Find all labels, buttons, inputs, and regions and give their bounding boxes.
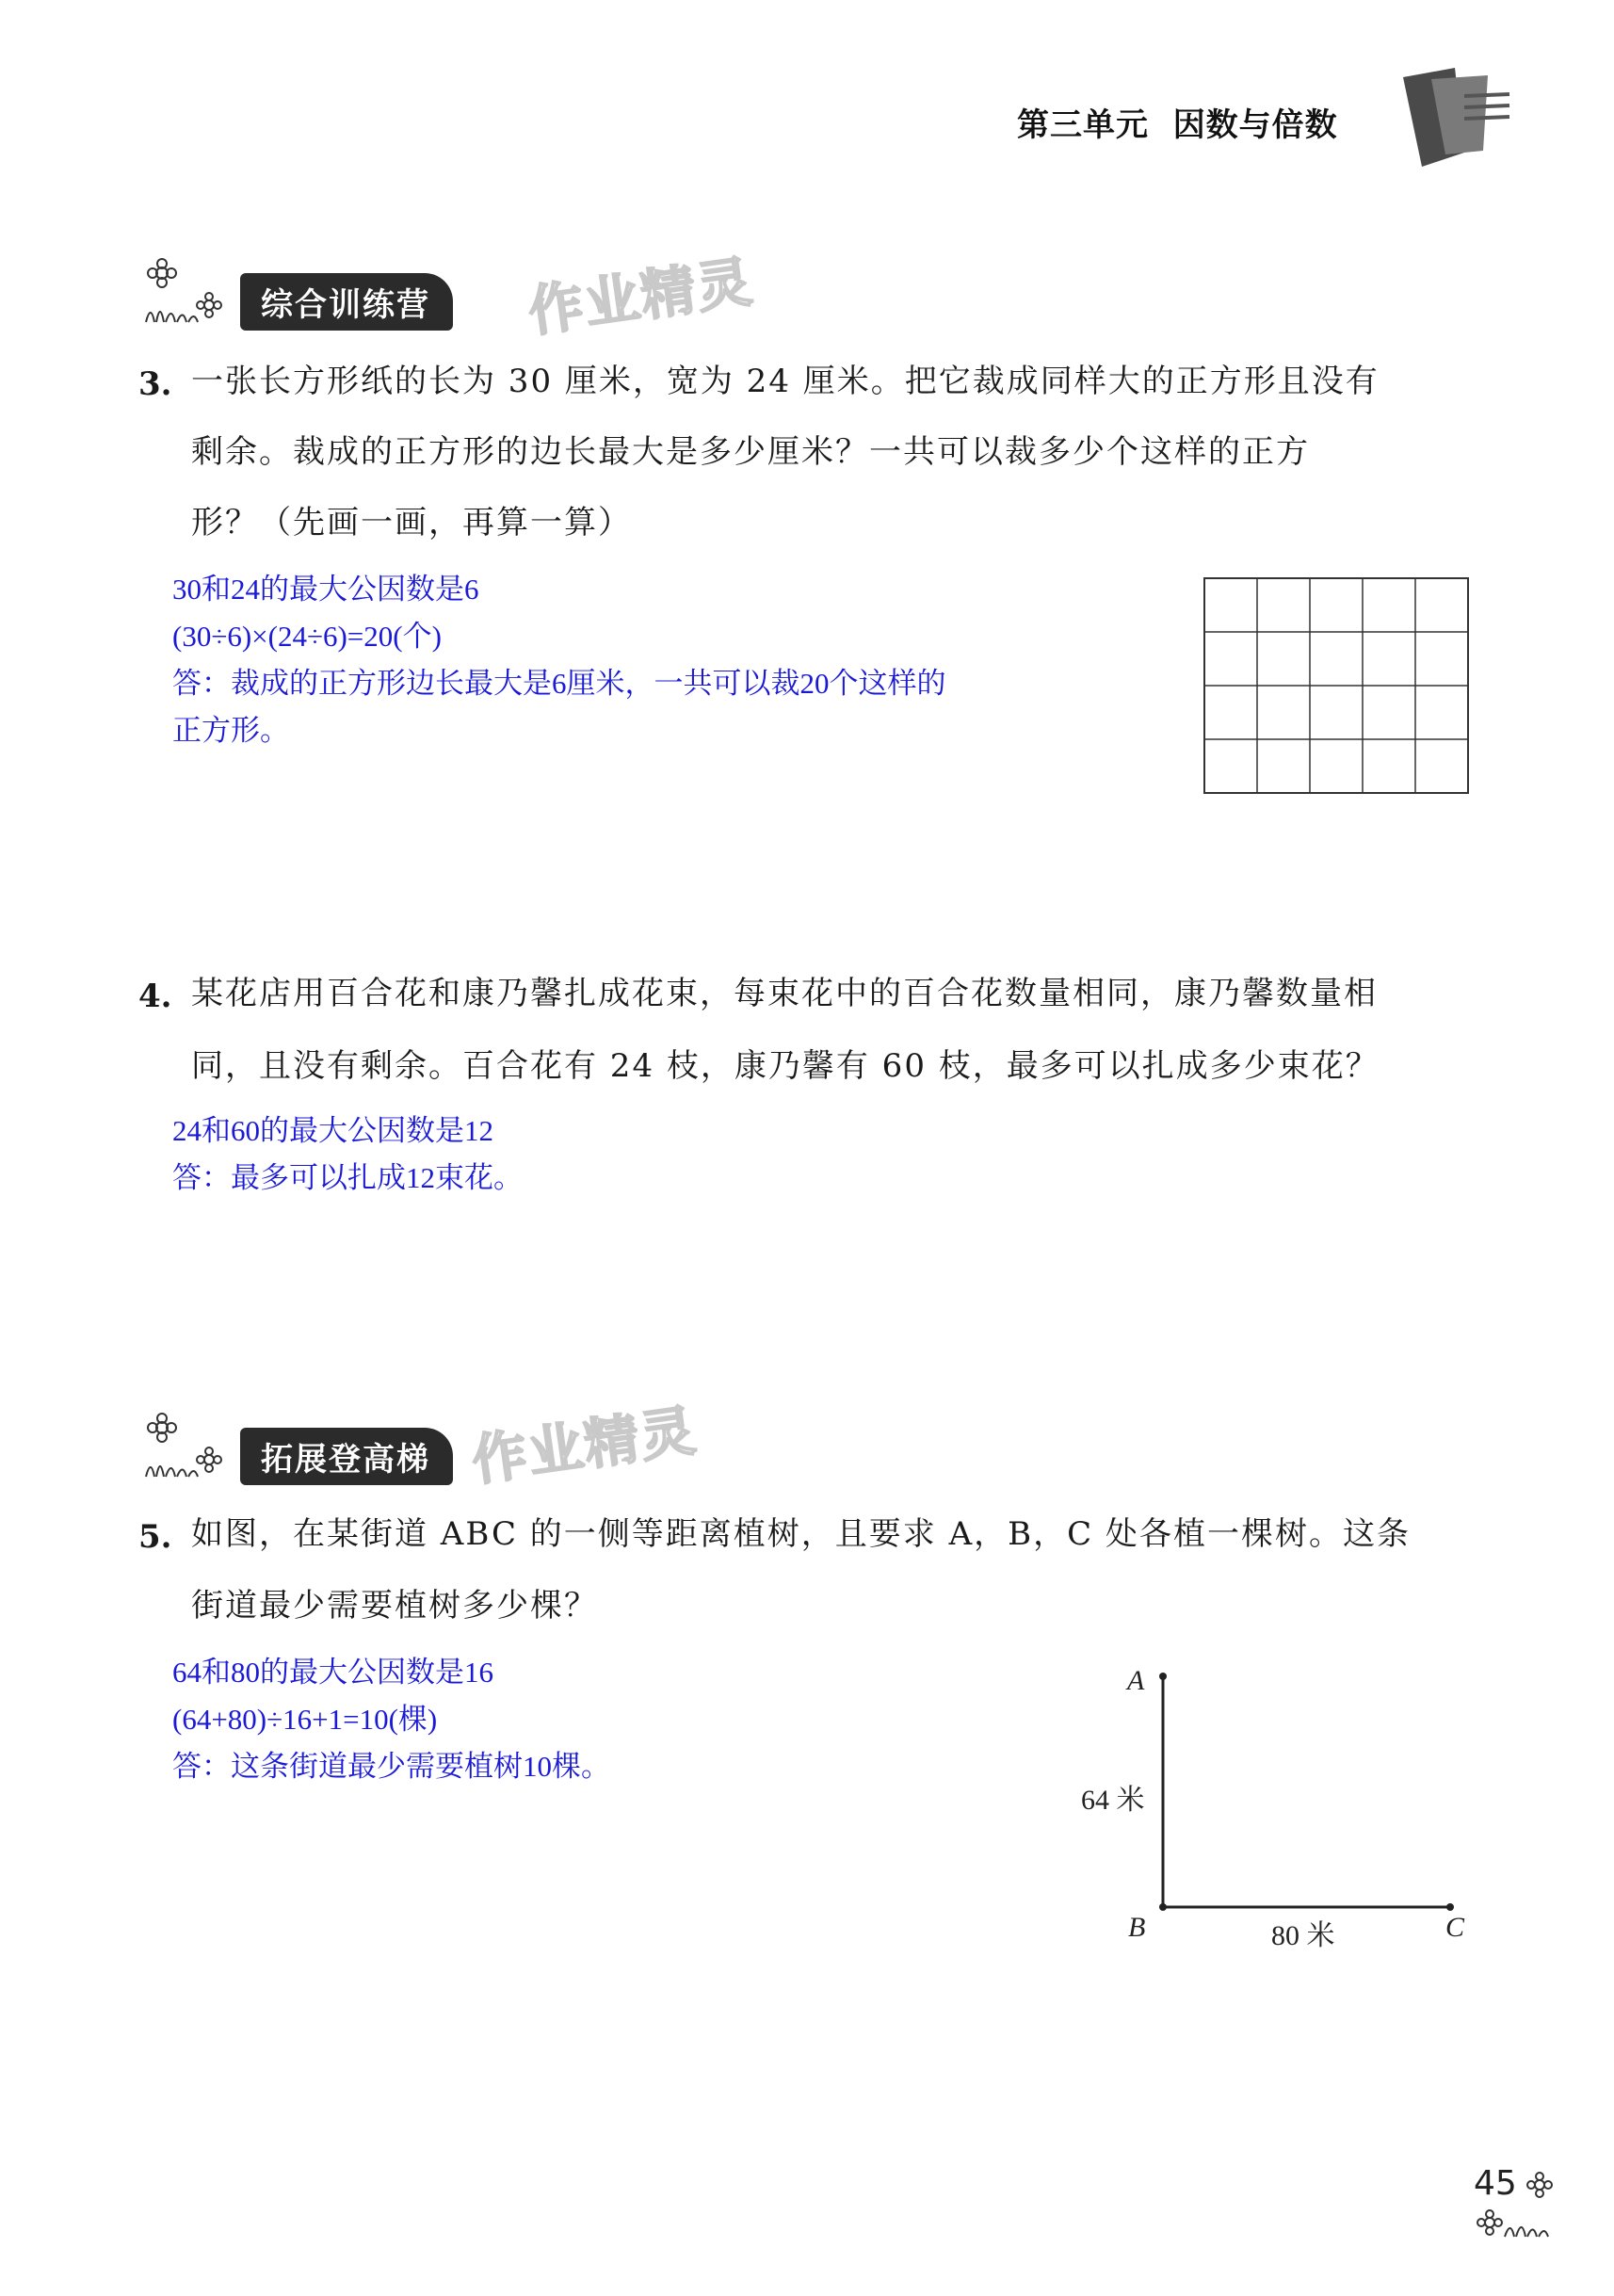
label-ab-length: 64 米: [1081, 1785, 1145, 1816]
unit-label: 第三单元: [1017, 106, 1149, 144]
page-number: 45: [1474, 2164, 1517, 2203]
q4-line-1: 某花店用百合花和康乃馨扎成花束，每束花中的百合花数量相同，康乃馨数量相: [191, 975, 1378, 1012]
flower-decoration-icon: [141, 1411, 235, 1481]
q4-answer-1: 24和60的最大公因数是12: [172, 1114, 493, 1147]
question-number-3: 3.: [138, 365, 172, 403]
q3-line-2: 剩余。裁成的正方形的边长最大是多少厘米？一共可以裁多少个这样的正方: [191, 433, 1310, 471]
label-a: A: [1127, 1665, 1145, 1696]
q5-line-2: 街道最少需要植树多少棵？: [191, 1587, 598, 1625]
q5-answer-2: (64+80)÷16+1=10(棵): [172, 1703, 438, 1736]
label-b: B: [1128, 1912, 1146, 1943]
point-a-dot: [1159, 1673, 1167, 1680]
book-corner-icon: [1398, 68, 1521, 171]
q3-line-3: 形？（先画一画，再算一算）: [191, 504, 632, 542]
watermark-1: 作业精灵: [525, 249, 758, 345]
question-number-5: 5.: [138, 1518, 172, 1556]
q4-line-2: 同，且没有剩余。百合花有 24 枝，康乃馨有 60 枝，最多可以扎成多少束花？: [191, 1047, 1380, 1085]
point-b-dot: [1159, 1903, 1167, 1911]
square-grid: [1201, 574, 1474, 805]
q3-answer-4: 正方形。: [172, 714, 289, 747]
section-tab-extension: 拓展登高梯: [240, 1428, 453, 1485]
label-bc-length: 80 米: [1271, 1920, 1335, 1951]
unit-header: [1017, 99, 1338, 145]
q5-answer-3: 答：这条街道最少需要植树10棵。: [172, 1750, 610, 1783]
section-tab-training: 综合训练营: [240, 273, 453, 331]
watermark-2: 作业精灵: [468, 1398, 702, 1494]
flower-decoration-icon: [141, 256, 235, 327]
point-c-dot: [1446, 1903, 1454, 1911]
q3-answer-3: 答：裁成的正方形边长最大是6厘米，一共可以裁20个这样的: [172, 667, 946, 700]
q3-answer-2: (30÷6)×(24÷6)=20(个): [172, 620, 442, 653]
label-c: C: [1445, 1912, 1465, 1943]
topic-label: 因数与倍数: [1172, 106, 1338, 144]
q3-line-1: 一张长方形纸的长为 30 厘米，宽为 24 厘米。把它裁成同样大的正方形且没有: [191, 363, 1380, 400]
q5-line-1: 如图，在某街道 ABC 的一侧等距离植树，且要求 A，B，C 处各植一棵树。这条: [191, 1515, 1411, 1553]
q4-answer-2: 答：最多可以扎成12束花。: [172, 1161, 523, 1194]
q5-answer-1: 64和80的最大公因数是16: [172, 1656, 493, 1689]
flower-decoration-icon: [1469, 2133, 1573, 2246]
q3-answer-1: 30和24的最大公因数是6: [172, 573, 479, 606]
question-number-4: 4.: [138, 978, 172, 1015]
